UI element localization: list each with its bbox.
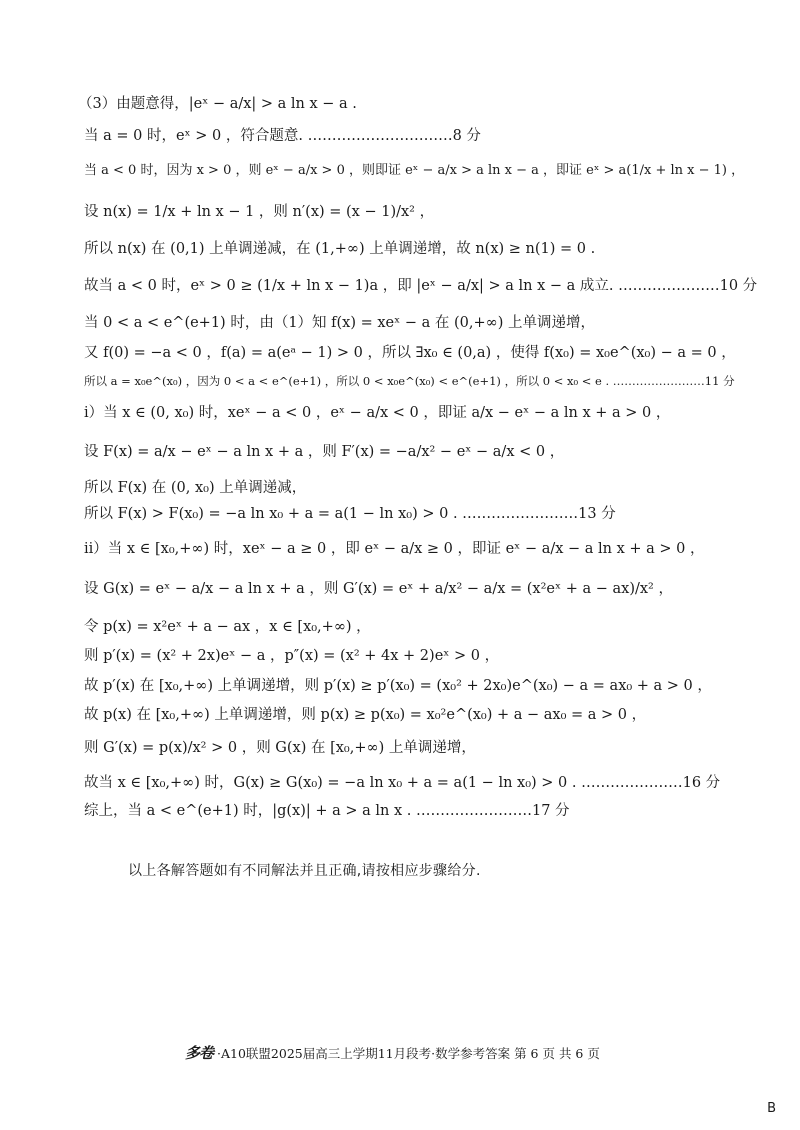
solution-line: 当 a = 0 时，eˣ > 0 ，符合题意. …………………………8 分 [84,128,481,144]
solution-line: 设 G(x) = eˣ − a/x − a ln x + a ，则 G′(x) = eˣ + a/x² − a/x = (x²eˣ + a − ax)/x² ， [84,581,673,597]
solution-line: 又 f(0) = −a < 0 ，f(a) = a(eᵃ − 1) > 0 ，所以 ∃x₀ ∈ (0,a) ，使得 f(x₀) = x₀e^(x₀) − a = 0 ， [84,345,736,361]
solution-line: 故 p(x) 在 [x₀,+∞) 上单调递增，则 p(x) ≥ p(x₀) = x₀²e^(x₀) + a − ax₀ = a > 0 ， [84,707,647,723]
corner-mark: B [767,1101,776,1116]
solution-line: 综上，当 a < e^(e+1) 时，|g(x)| + a > a ln x . ……………………17 分 [84,803,570,819]
solution-line: 则 G′(x) = p(x)/x² > 0 ，则 G(x) 在 [x₀,+∞) 上单调递增， [84,740,476,756]
solution-line: 设 F(x) = a/x − eˣ − a ln x + a ，则 F′(x) = −a/x² − eˣ − a/x < 0 ， [84,444,565,460]
footer-text: ·A10联盟2025届高三上学期11月段考·数学参考答案 第 6 页 共 6 页 [217,1045,600,1061]
solution-line: 所以 n(x) 在 (0,1) 上单调递减，在 (1,+∞) 上单调递增，故 n(x) ≥ n(1) = 0 . [84,241,596,257]
solution-line: 当 a < 0 时，因为 x > 0 ，则 eˣ − a/x > 0 ，则即证 eˣ − a/x > a ln x − a ，即证 eˣ > a(1/x + ln x − 1) ， [84,163,745,178]
solution-line: ⅰ）当 x ∈ (0, x₀) 时，xeˣ − a < 0 ，eˣ − a/x < 0 ，即证 a/x − eˣ − a ln x + a > 0 ， [84,405,671,421]
page-footer [185,1042,600,1063]
solution-line: 设 n(x) = 1/x + ln x − 1 ，则 n′(x) = (x − 1)/x² ， [84,204,435,220]
solution-line: （3）由题意得，|eˣ − a/x| > a ln x − a . [78,96,357,112]
solution-line: 故当 x ∈ [x₀,+∞) 时，G(x) ≥ G(x₀) = −a ln x₀ + a = a(1 − ln x₀) > 0 . …………………16 分 [84,775,721,791]
solution-line: 则 p′(x) = (x² + 2x)eˣ − a ，p″(x) = (x² + 4x + 2)eˣ > 0 ， [84,648,500,664]
solution-line: 所以 a = x₀e^(x₀) ，因为 0 < a < e^(e+1) ，所以 0 < x₀e^(x₀) < e^(e+1) ，所以 0 < x₀ < e . ……………………11 分 [84,374,735,388]
solution-line: 故 p′(x) 在 [x₀,+∞) 上单调递增，则 p′(x) ≥ p′(x₀) = (x₀² + 2x₀)e^(x₀) − a = ax₀ + a > 0 ， [84,678,712,694]
solution-line: 令 p(x) = x²eˣ + a − ax ，x ∈ [x₀,+∞) ， [84,619,371,635]
brand-logo: 多卷 [185,1044,214,1062]
solution-line: 所以 F(x) > F(x₀) = −a ln x₀ + a = a(1 − ln x₀) > 0 . ……………………13 分 [84,506,616,522]
solution-line: 所以 F(x) 在 (0, x₀) 上单调递减， [84,480,307,496]
grading-note: 以上各解答题如有不同解法并且正确,请按相应步骤给分. [128,863,481,879]
solution-line: ⅱ）当 x ∈ [x₀,+∞) 时，xeˣ − a ≥ 0 ，即 eˣ − a/x ≥ 0 ，即证 eˣ − a/x − a ln x + a > 0 ， [84,541,705,557]
solution-line: 故当 a < 0 时，eˣ > 0 ≥ (1/x + ln x − 1)a ，即 |eˣ − a/x| > a ln x − a 成立. …………………10 分 [84,278,758,294]
solution-line: 当 0 < a < e^(e+1) 时，由（1）知 f(x) = xeˣ − a 在 (0,+∞) 上单调递增， [84,315,596,331]
